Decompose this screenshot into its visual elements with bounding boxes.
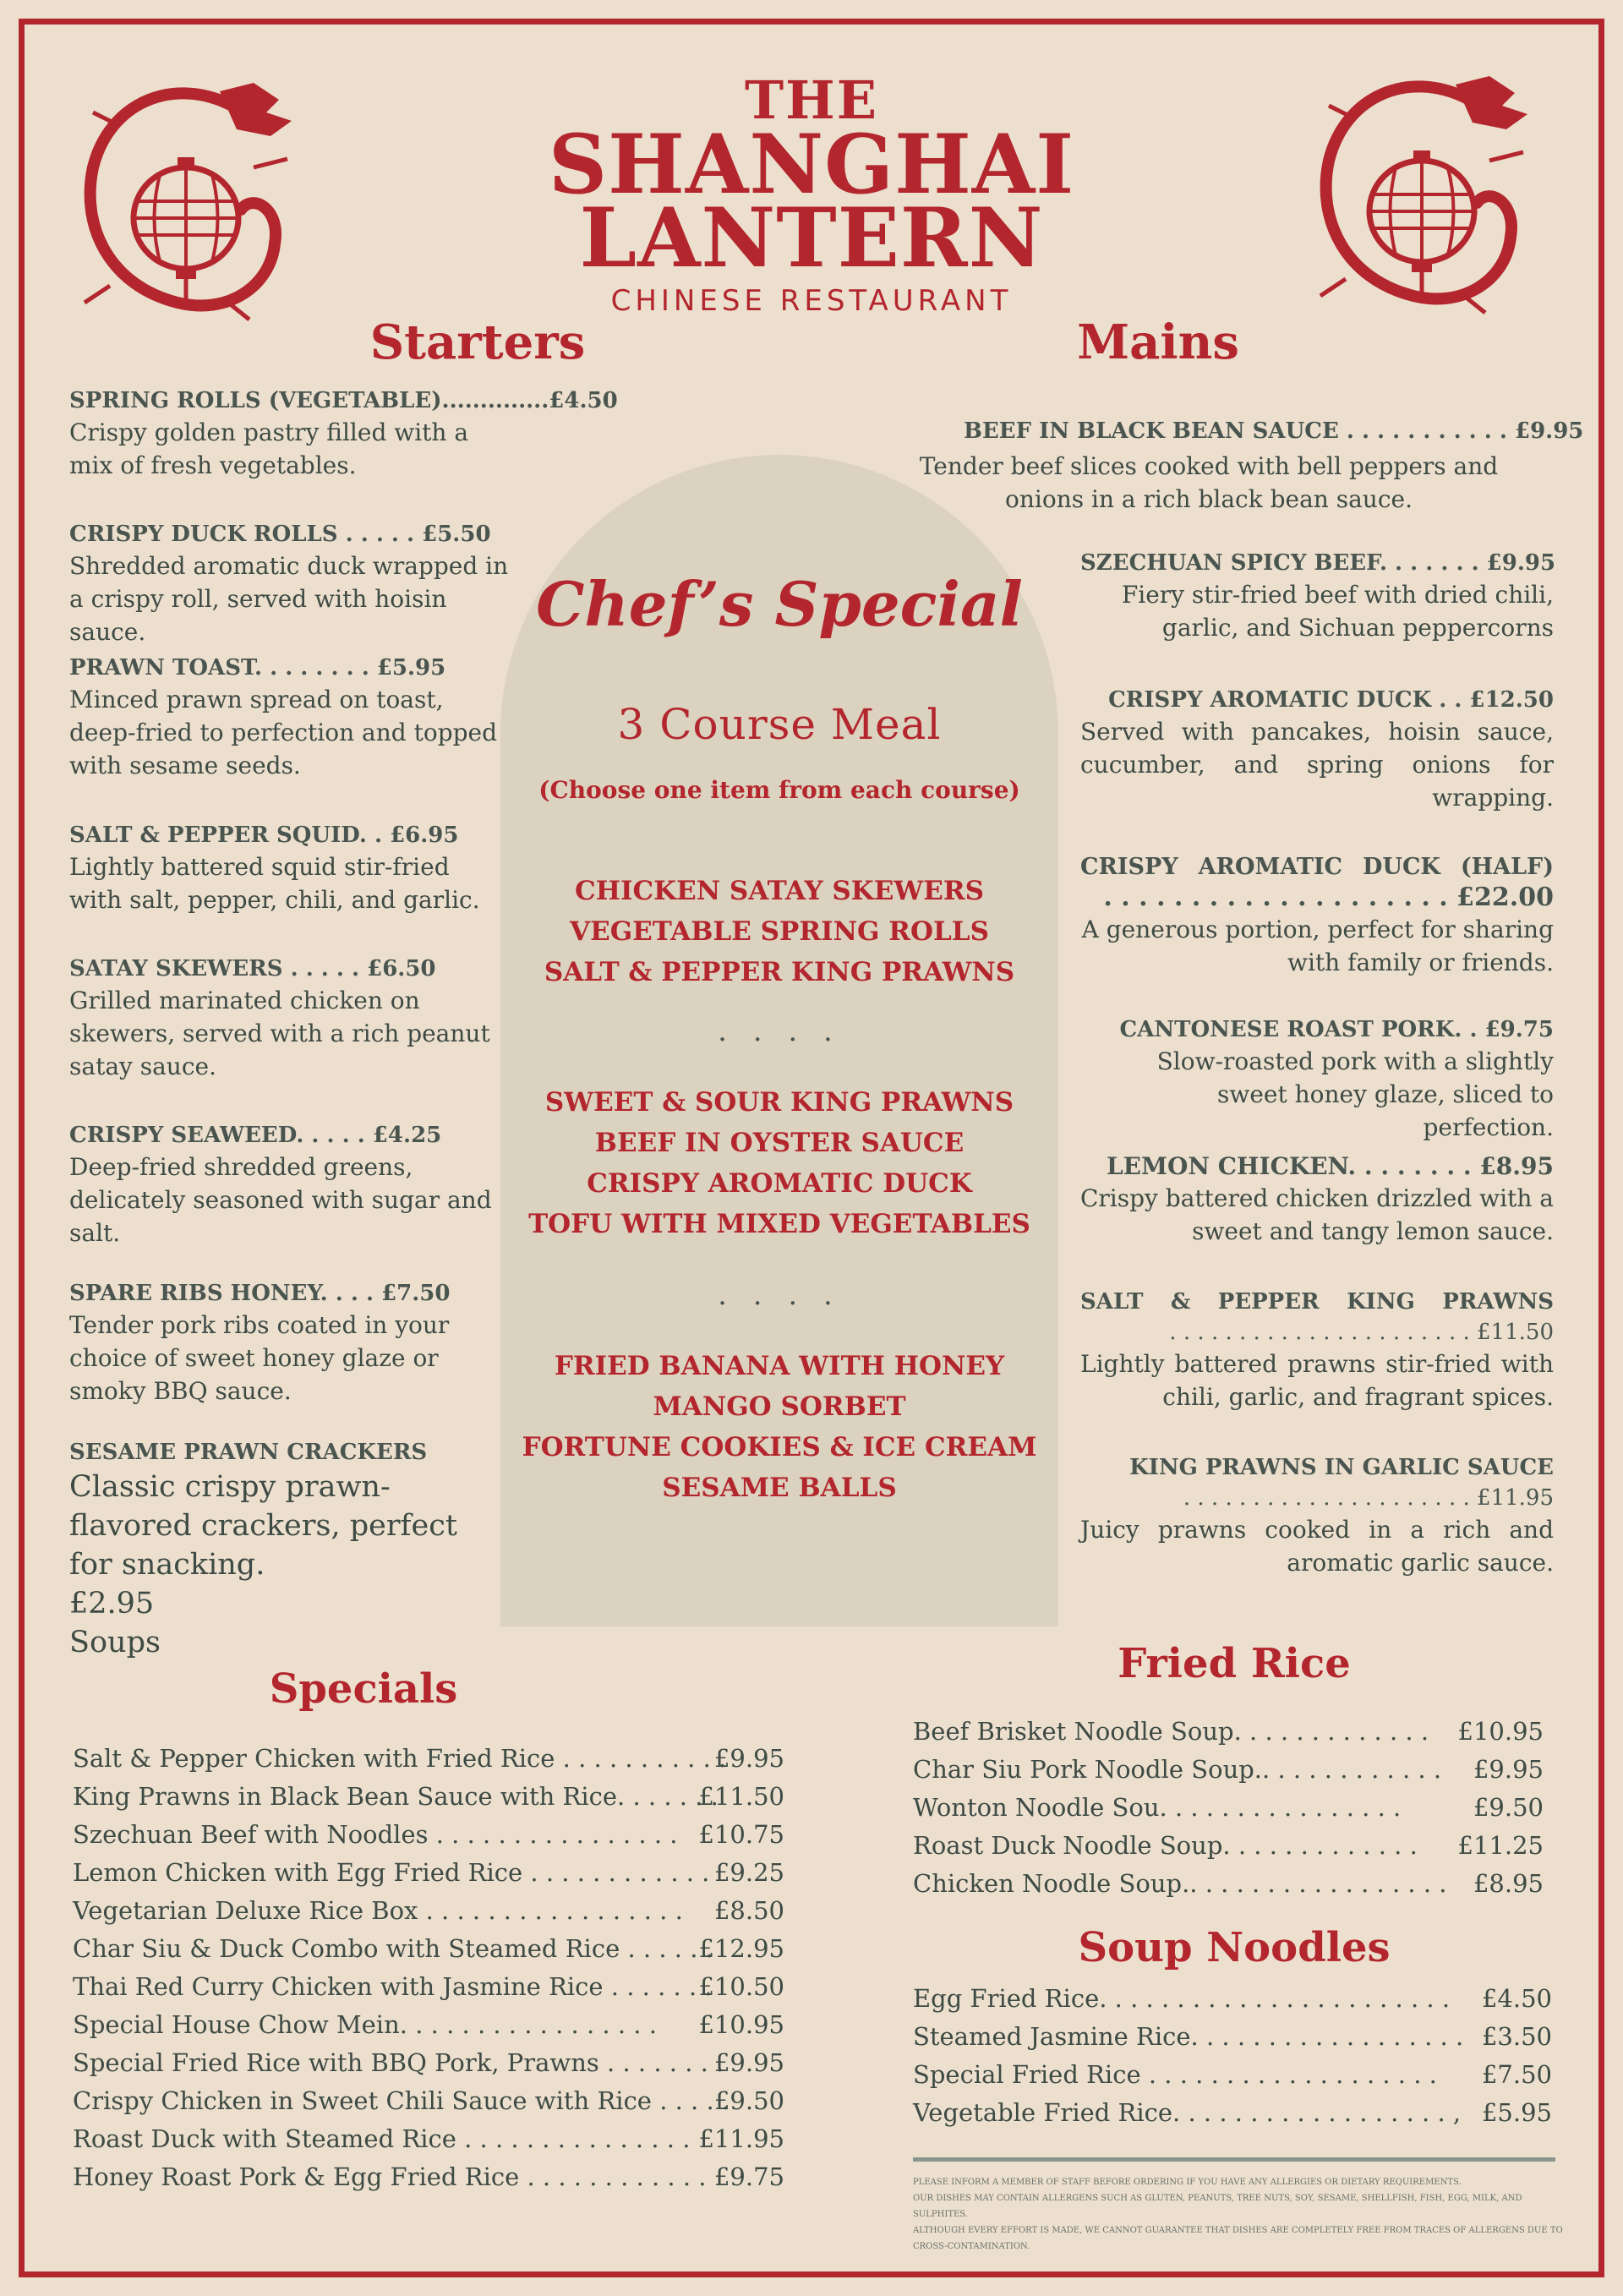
item-price: £9.95: [1473, 1755, 1544, 1784]
course-item: FORTUNE COOKIES & ICE CREAM: [522, 1432, 1037, 1462]
brand-name-line1: SHANGHAI: [548, 117, 1075, 212]
item-description: Crispy battered chicken drizzled with a sweet and tangy lemon sauce.: [1080, 1184, 1554, 1245]
main-item: [1080, 852, 1554, 979]
item-price: £8.50: [713, 1896, 784, 1925]
allergy-notice: [913, 2174, 1572, 2255]
item-name: CRISPY DUCK ROLLS . . . . . £5.50: [69, 522, 491, 547]
item-name: SALT & PEPPER KING PRAWNS: [1080, 1289, 1554, 1315]
starter-item: [69, 653, 509, 782]
item-name: LEMON CHICKEN. . . . . . . . £8.95: [1106, 1152, 1554, 1180]
item-price: £3.50: [1481, 2022, 1552, 2051]
item-name: Special Fried Rice with BBQ Pork, Prawns . . . . . . . .: [73, 2048, 724, 2077]
list-item: [73, 2158, 706, 2196]
list-item: [73, 2120, 690, 2158]
item-extra: Soups: [69, 1626, 161, 1659]
item-price: £9.95: [713, 2048, 784, 2077]
item-name: Special House Chow Mein. . . . . . . . . . . . . . . . .: [73, 2010, 657, 2039]
item-price: £9.50: [713, 2086, 784, 2115]
item-name: SPRING ROLLS (VEGETABLE)..............£4.50: [69, 388, 618, 413]
item-description: Tender pork ribs coated in your choice of sweet honey glaze or smoky BBQ sauce.: [69, 1311, 450, 1405]
item-price: £11.50: [698, 1782, 784, 1811]
list-item: [73, 1778, 719, 1816]
list-item: [73, 1740, 726, 1778]
course-item: FRIED BANANA WITH HONEY: [554, 1351, 1005, 1381]
item-description: Deep-fried shredded greens, delicately seasoned with sugar and salt.: [69, 1153, 492, 1247]
item-name: Chicken Noodle Soup.. . . . . . . . . . . . . . . . .: [913, 1869, 1447, 1898]
dragon-lantern-icon: [1295, 68, 1540, 321]
item-description: Juicy prawns cooked in a rich and aromatic garlic sauce.: [1080, 1516, 1554, 1577]
item-name: BEEF IN BLACK BEAN SAUCE . . . . . . . . . . . £9.95: [964, 418, 1584, 444]
item-description: Crispy golden pastry filled with a mix of fresh vegetables.: [69, 418, 469, 479]
item-name: SATAY SKEWERS . . . . . £6.50: [69, 956, 436, 981]
item-name: Beef Brisket Noodle Soup. . . . . . . . . . . . .: [913, 1717, 1429, 1746]
list-item: [73, 2044, 724, 2082]
course-item: BEEF IN OYSTER SAUCE: [594, 1128, 965, 1158]
item-description: Shredded aromatic duck wrapped in a crispy roll, served with hoisin sauce.: [69, 552, 509, 646]
allergy-line: CROSS-CONTAMINATION.: [913, 2242, 1030, 2251]
list-item: [73, 1930, 713, 1968]
list-item: [73, 1968, 713, 2006]
item-name: SZECHUAN SPICY BEEF. . . . . . . £9.95: [1080, 550, 1556, 576]
main-item: [1080, 548, 1554, 644]
item-name: CRISPY AROMATIC DUCK . . £12.50: [1108, 687, 1554, 713]
chefs-special-title: Chef’s Special: [536, 568, 1023, 640]
item-name: Char Siu Pork Noodle Soup.. . . . . . . . . . . .: [913, 1755, 1442, 1784]
item-price: £9.95: [713, 1744, 784, 1773]
item-name-price: . . . . . . . . . . . . . . . . . . . . . . £11.50: [1169, 1320, 1554, 1345]
main-item: [1080, 1452, 1554, 1579]
item-price: £10.95: [698, 2010, 784, 2039]
main-item-description-block: [913, 450, 1505, 516]
item-price: £9.25: [713, 1858, 784, 1887]
item-name: Steamed Jasmine Rice. . . . . . . . . . . . . . . . . .: [913, 2022, 1464, 2051]
item-name: Salt & Pepper Chicken with Fried Rice . . . . . . . . . . .: [73, 1744, 727, 1773]
fried-rice-heading: Fried Rice: [1118, 1640, 1351, 1687]
starter-item: [69, 1120, 509, 1249]
item-price: £5.95: [1481, 2098, 1552, 2127]
item-price: £10.95: [1457, 1717, 1544, 1746]
item-price: £4.50: [1481, 1984, 1552, 2013]
course-item: SESAME BALLS: [662, 1473, 897, 1503]
list-item: [73, 1854, 709, 1892]
item-name: Wonton Noodle Sou. . . . . . . . . . . . . . . .: [913, 1793, 1402, 1822]
item-name: Szechuan Beef with Noodles . . . . . . . . . . . . . . . .: [73, 1820, 678, 1849]
item-price: £9.75: [713, 2162, 784, 2191]
specials-heading: Specials: [269, 1665, 458, 1713]
course-item: VEGETABLE SPRING ROLLS: [570, 916, 989, 947]
item-price: £10.50: [698, 1972, 784, 2001]
mains-heading: Mains: [1077, 314, 1239, 370]
main-item: [845, 416, 1584, 446]
item-price: £8.95: [1473, 1869, 1544, 1898]
item-name: KING PRAWNS IN GARLIC SAUCE: [1129, 1455, 1554, 1480]
starter-item: [69, 954, 509, 1083]
list-item: [73, 2082, 730, 2120]
starter-item: [69, 519, 509, 648]
item-description: Slow-roasted pork with a slightly sweet honey glaze, sliced to perfection.: [1156, 1047, 1554, 1141]
item-price: £2.95: [69, 1587, 155, 1621]
course-meal-note: (Choose one item from each course): [538, 776, 1020, 804]
item-name-price: . . . . . . . . . . . . . . . . . . . . £22.00: [1103, 883, 1554, 912]
item-description: Served with pancakes, hoisin sauce, cucumber, and spring onions for wrapping.: [1080, 718, 1554, 812]
main-item: [1080, 1014, 1554, 1144]
item-description: Minced prawn spread on toast, deep-fried to perfection and topped with sesame seeds.: [69, 686, 498, 779]
brand-subtitle: CHINESE RESTAURANT: [610, 284, 1013, 318]
item-name: SPARE RIBS HONEY. . . . £7.50: [69, 1281, 451, 1306]
list-item: [73, 2006, 657, 2044]
dragon-lantern-icon: [59, 74, 304, 328]
item-description: A generous portion, perfect for sharing with family or friends.: [1081, 916, 1554, 976]
course-two-list: [500, 1082, 1058, 1244]
item-name: Lemon Chicken with Egg Fried Rice . . . . . . . . . . . .: [73, 1858, 710, 1887]
course-item: TOFU WITH MIXED VEGETABLES: [528, 1209, 1030, 1239]
item-description: Tender beef slices cooked with bell peppers and onions in a rich black bean sauce.: [919, 452, 1499, 513]
divider: [913, 2157, 1555, 2162]
item-name: PRAWN TOAST. . . . . . . . £5.95: [69, 655, 446, 681]
course-item: CHICKEN SATAY SKEWERS: [575, 876, 984, 906]
item-description: Lightly battered squid stir-fried with salt, pepper, chili, and garlic.: [69, 853, 480, 914]
course-one-list: [500, 871, 1058, 992]
item-name: Special Fried Rice . . . . . . . . . . . . . . . . . . .: [913, 2060, 1437, 2089]
item-name: Thai Red Curry Chicken with Jasmine Rice . . . . . . .: [73, 1972, 713, 2001]
item-name: Crispy Chicken in Sweet Chili Sauce with Rice . . . . .: [73, 2086, 730, 2115]
list-item: [73, 1816, 677, 1854]
item-name: Vegetarian Deluxe Rice Box . . . . . . . . . . . . . . . . .: [73, 1896, 683, 1925]
item-description: Classic crispy prawn-flavored crackers, perfect for snacking.: [69, 1470, 457, 1582]
item-price: £9.50: [1473, 1793, 1544, 1822]
item-name: SESAME PRAWN CRACKERS: [69, 1440, 428, 1465]
item-price: £11.25: [1457, 1831, 1544, 1860]
item-name: Roast Duck Noodle Soup. . . . . . . . . . . . .: [913, 1831, 1418, 1860]
main-item: [1080, 685, 1554, 814]
course-meal-title: 3 Course Meal: [617, 700, 942, 749]
list-item: [73, 1892, 683, 1930]
starter-item: [69, 385, 618, 482]
course-separator: . . . .: [718, 1278, 841, 1312]
course-separator: . . . .: [718, 1014, 841, 1048]
item-price: £11.95: [698, 2124, 784, 2153]
starter-item: [69, 1437, 509, 1662]
item-description: Grilled marinated chicken on skewers, served with a rich peanut satay sauce.: [69, 987, 490, 1080]
brand-the: THE: [745, 69, 878, 131]
starter-item: [69, 820, 509, 916]
item-name: King Prawns in Black Bean Sauce with Rice. . . . . . .: [73, 1782, 719, 1811]
item-name: CANTONESE ROAST PORK. . £9.75: [1119, 1017, 1554, 1042]
item-name: Roast Duck with Steamed Rice . . . . . . . . . . . . . . .: [73, 2124, 691, 2153]
starters-heading: Starters: [369, 314, 586, 370]
allergy-line: ALTHOUGH EVERY EFFORT IS MADE, WE CANNOT GUARANTEE THAT DISHES ARE COMPLETELY FREE FROM TRACES OF ALLERGENS DUE TO: [913, 2226, 1563, 2235]
soup-noodles-heading: Soup Noodles: [1078, 1924, 1391, 1971]
starter-item: [69, 1278, 509, 1408]
course-three-list: [500, 1346, 1058, 1508]
item-name: CRISPY SEAWEED. . . . . £4.25: [69, 1123, 442, 1148]
item-name: SALT & PEPPER SQUID. . £6.95: [69, 823, 459, 848]
item-price: £12.95: [698, 1934, 784, 1963]
main-item: [1080, 1151, 1554, 1248]
course-item: SALT & PEPPER KING PRAWNS: [544, 957, 1015, 987]
brand-name-line2: LANTERN: [579, 190, 1044, 286]
course-item: MANGO SORBET: [653, 1391, 906, 1422]
item-name: Egg Fried Rice. . . . . . . . . . . . . . . . . . . . . . .: [913, 1984, 1451, 2013]
item-name: Vegetable Fried Rice. . . . . . . . . . . . . . . . . . ,: [913, 2098, 1462, 2127]
allergy-line: PLEASE INFORM A MEMBER OF STAFF BEFORE ORDERING IF YOU HAVE ANY ALLERGIES OR DIETARY REQUIREMENTS.: [913, 2178, 1462, 2187]
item-name: Honey Roast Pork & Egg Fried Rice . . . . . . . . . . . .: [73, 2162, 707, 2191]
item-description: Lightly battered prawns stir-fried with chili, garlic, and fragrant spices.: [1080, 1350, 1554, 1411]
item-name: CRISPY AROMATIC DUCK (HALF): [1080, 854, 1554, 880]
course-item: CRISPY AROMATIC DUCK: [587, 1168, 972, 1199]
main-item: [1080, 1287, 1554, 1413]
item-name: Char Siu & Duck Combo with Steamed Rice . . . . . .: [73, 1934, 713, 1963]
course-item: SWEET & SOUR KING PRAWNS: [544, 1087, 1014, 1118]
item-price: £10.75: [698, 1820, 784, 1849]
allergy-line: OUR DISHES MAY CONTAIN ALLERGENS SUCH AS GLUTEN, PEANUTS, TREE NUTS, SOY, SESAME, SHELLFISH, FISH, EGG, MILK, AND SULPHITES.: [913, 2194, 1522, 2219]
item-price: £7.50: [1481, 2060, 1552, 2089]
item-description: Fiery stir-fried beef with dried chili, garlic, and Sichuan peppercorns: [1121, 581, 1554, 642]
item-name-price: . . . . . . . . . . . . . . . . . . . . . £11.95: [1183, 1485, 1554, 1511]
